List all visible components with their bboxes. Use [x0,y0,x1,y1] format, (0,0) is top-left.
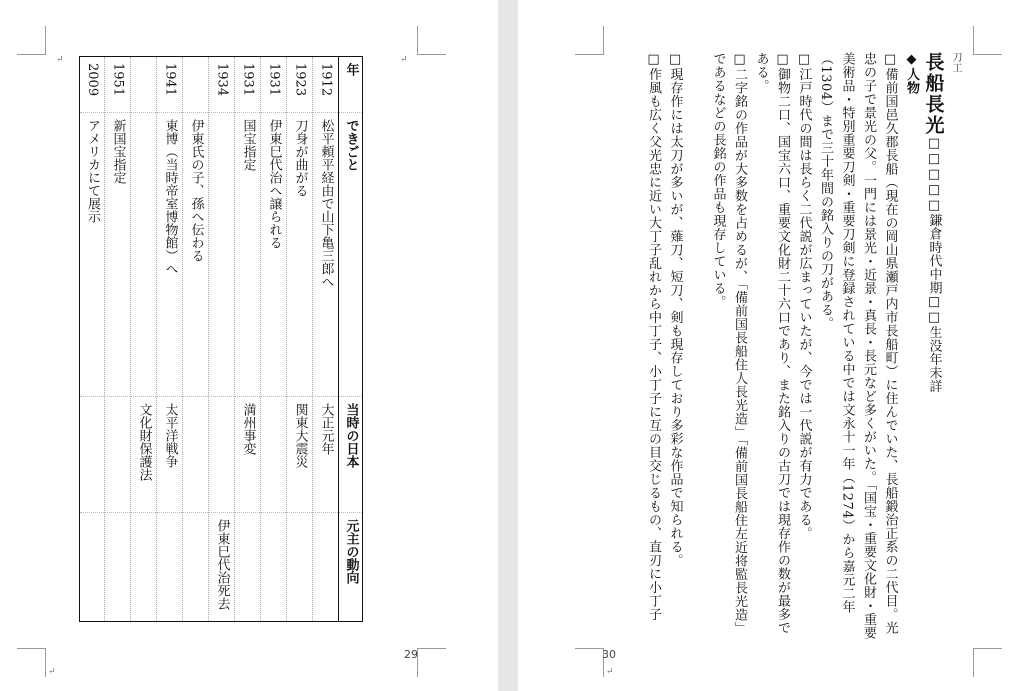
cell-year: 1923 [287,57,312,113]
cell-owner [287,513,312,623]
cell-japan: 大正元年 [313,397,338,513]
cell-year [183,57,208,113]
crop-mark-top-left [17,26,46,55]
cell-year: 1931 [235,57,260,113]
paragraph: □二字銘の作品が大多数を占めるが、「備前国長船住人長光造」「備前国長船住左近将監長光造」であるなどの長銘の作品も現存している。 [710,52,747,635]
empty-paragraph [686,52,708,642]
paragraph: □江戸時代の間は長らく二代説が広まっていたが、今では一代説が有力である。 [796,52,812,540]
table-row [260,57,286,621]
page-subtitle: □□□□□鎌倉時代中期□□生没年未詳 [926,136,942,393]
table-row [130,57,156,621]
cell-event: アメリカにて展示 [80,113,104,397]
left-page [0,0,498,691]
cell-event: 伊東氏の子、孫へ伝わる [183,113,208,397]
cell-year: 1931 [261,57,286,113]
table-row [286,57,312,621]
table-row [104,57,130,621]
crop-mark-top-right [417,26,446,55]
cell-japan: 満州事変 [235,397,260,513]
cell-event: 伊東巳代治へ譲られる [261,113,286,397]
paragraph-mark: ↵ [400,55,408,65]
header-event: できごと [339,113,362,397]
cell-owner [235,513,260,623]
cell-event: 東博（当時帝室博物館）へ [157,113,182,397]
cell-owner: 伊東巳代治死去 [214,519,230,610]
title-line [922,52,945,642]
crop-mark-top-left [575,26,604,55]
cell-owner [105,513,130,623]
table-row [80,57,104,621]
table-row [312,57,338,621]
crop-mark-bottom-left [17,648,46,677]
cell-event: 国宝指定 [235,113,260,397]
cell-year: 2009 [80,57,104,113]
table-row [234,57,260,621]
crop-mark-bottom-left [575,648,604,677]
cell-year: 1912 [313,57,338,113]
paragraph: □現存作には太刀が多いが、薙刀、短刀、剣も現存しており多彩な作品で知られる。 [667,52,683,567]
paragraph-mark: ↵ [56,55,64,65]
cell-owner [80,513,104,623]
crop-mark-top-right [973,26,1002,55]
cell-year [131,57,156,113]
cell-event: 松平頼平経由で山下亀三郎へ [313,113,338,397]
cell-owner [131,513,156,623]
header-japan: 当時の日本 [339,397,362,513]
cell-japan: 文化財保護法 [131,397,156,513]
page-number: 30 [602,648,616,661]
header-owner: 元主の動向 [343,519,359,584]
cell-owner [157,513,182,623]
cell-owner [183,513,208,623]
table-row [182,57,208,621]
cell-year: 1951 [105,57,130,113]
paragraph: □作風も広く父光忠に近い大丁子乱れから中丁子、小丁子に互の目交じるもの、直刃に小丁子 [646,52,661,621]
section-heading: ◆人物 [904,52,919,95]
crop-mark-bottom-right [417,648,446,677]
paragraph-mark: ↵ [606,667,614,677]
table-header-row [338,57,362,621]
cell-japan [80,397,104,513]
page-title: 長船長光 [922,52,945,136]
cell-event [131,113,156,397]
cell-japan [209,397,234,513]
cell-japan [105,397,130,513]
category-tag: 刀工 [950,52,961,73]
cell-owner [261,513,286,623]
crop-mark-bottom-right [973,648,1002,677]
cell-year: 1941 [157,57,182,113]
right-page [518,0,1024,691]
cell-event: 新国宝指定 [105,113,130,397]
history-table [79,56,363,622]
paragraph: □御物二口、国宝六口、重要文化財二十六口であり、また銘入りの古刀では現存作の数が最多である。 [753,52,790,635]
cell-japan: 関東大震災 [287,397,312,513]
page-number: 29 [404,648,418,661]
cell-event [209,113,234,397]
cell-japan [261,397,286,513]
cell-japan: 太平洋戦争 [157,397,182,513]
cell-year: 1934 [209,57,234,113]
paragraph: □備前国邑久郡長船（現在の岡山県瀬戸内市長船町）に住んでいた、長船鍛治正系の二代目。光忠の子で景光の父。一門には景光・近景・真長・長元など多くがいた。「国宝・重要文化財・重要美術品・特別重要刀剣・重要刀剣に登録されている中では文永十一年（1274）から嘉元二年（1304）まで三十年間の銘入りの刀がある。 [818,52,898,640]
cell-owner [313,513,338,623]
table-row [156,57,182,621]
body-text [643,52,967,642]
paragraph-mark: ↵ [48,667,56,677]
cell-event: 刀身が曲がる [287,113,312,397]
table-row [208,57,234,621]
cell-japan [183,397,208,513]
header-year: 年 [339,57,362,113]
